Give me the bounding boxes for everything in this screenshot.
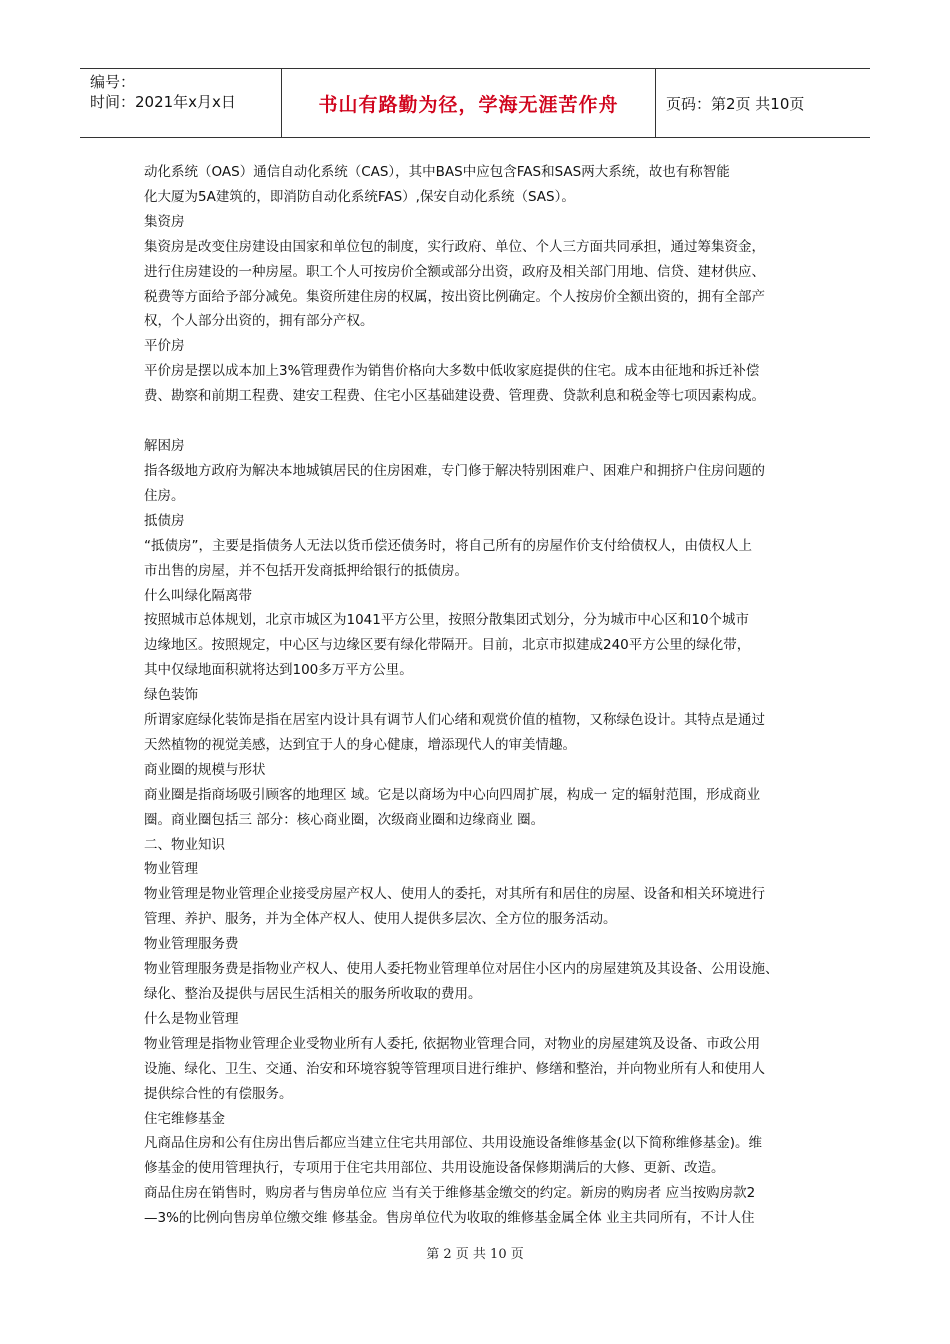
text-line: 设施、绿化、卫生、交通、治安和环境容貌等管理项目进行维护、修缮和整治，并向物业所有人和使用人 [144, 1060, 765, 1077]
header-number-label: 编号： [90, 73, 136, 91]
text-line: 集资房是改变住房建设由国家和单位包的制度，实行政府、单位、个人三方面共同承担，通过筹集资金， [144, 238, 765, 255]
text-line: 二、物业知识 [144, 836, 225, 853]
text-line: 权，个人部分出资的，拥有部分产权。 [144, 313, 374, 330]
text-line: 边缘地区。按照规定，中心区与边缘区要有绿化带隔开。目前，北京市拟建成240平方公里的绿化带， [144, 637, 751, 654]
text-line: 管理、养护、服务，并为全体产权人、使用人提供多层次、全方位的服务活动。 [144, 911, 617, 928]
text-line: 动化系统（OAS）通信自动化系统（CAS），其中BAS中应包含FAS和SAS两大系统，故也有称智能 [144, 164, 730, 180]
text-line: 物业管理是指物业管理企业受物业所有人委托, 依据物业管理合同，对物业的房屋建筑及设备、市政公用 [144, 1035, 761, 1052]
text-line: 凡商品住房和公有住房出售后都应当建立住宅共用部位、共用设施设备维修基金(以下简称维修基金)。维 [144, 1135, 763, 1152]
text-line: 物业管理服务费是指物业产权人、使用人委托物业管理单位对居住小区内的房屋建筑及其设备、公用设施、 [144, 961, 779, 978]
text-line: 物业管理服务费 [144, 936, 239, 953]
page-footer: 第 2 页 共 10 页 [426, 1247, 524, 1262]
text-line: 平价房是摆以成本加上3%管理费作为销售价格向大多数中低收家庭提供的住宅。成本由征地和拆迁补偿 [144, 363, 760, 380]
text-line: 什么是物业管理 [144, 1010, 239, 1027]
document-body [144, 160, 824, 1231]
text-line: 税费等方面给予部分减免。集资所建住房的权属，按出资比例确定。个人按房价全额出资的，拥有全部产 [144, 288, 765, 305]
text-line: 商业圈的规模与形状 [144, 761, 266, 778]
text-line: 绿化、整治及提供与居民生活相关的服务所收取的费用。 [144, 986, 482, 1002]
text-line: 修基金的使用管理执行，专项用于住宅共用部位、共用设施设备保修期满后的大修、更新、改造。 [144, 1160, 725, 1177]
text-line: 化大厦为5A建筑的，即消防自动化系统FAS）,保安自动化系统（SAS）。 [144, 188, 575, 205]
text-line: 解困房 [144, 438, 185, 455]
text-line: 什么叫绿化隔离带 [144, 587, 252, 604]
header-date-label: 时间：2021年x月x日 [90, 93, 236, 111]
text-line: 其中仅绿地面积就将达到100多万平方公里。 [144, 662, 413, 679]
text-line: 费、勘察和前期工程费、建安工程费、住宅小区基础建设费、管理费、贷款利息和税金等七项因素构成。 [144, 388, 765, 405]
page-header [80, 68, 870, 138]
text-line: 所谓家庭绿化装饰是指在居室内设计具有调节人们心绪和观赏价值的植物，又称绿色设计。其特点是通过 [144, 712, 765, 729]
text-line: 绿色装饰 [144, 687, 198, 704]
text-line: “抵债房”，主要是指债务人无法以货币偿还债务时，将自己所有的房屋作价支付给债权人，由债权人上 [144, 537, 752, 554]
text-line: 提供综合性的有偿服务。 [144, 1085, 293, 1102]
text-line: 圈。商业圈包括三 部分：核心商业圈，次级商业圈和边缘商业 圈。 [144, 811, 545, 828]
header-motto: 书山有路勤为径，学海无涯苦作舟 [282, 69, 656, 137]
text-line: 商业圈是指商场吸引顾客的地理区 域。它是以商场为中心向四周扩展，构成一 定的辐射范围，形成商业 [144, 786, 761, 803]
text-line: 市出售的房屋，并不包括开发商抵押给银行的抵债房。 [144, 562, 468, 579]
text-line: 物业管理是物业管理企业接受房屋产权人、使用人的委托，对其所有和居住的房屋、设备和相关环境进行 [144, 886, 765, 903]
header-meta [80, 69, 282, 137]
text-line: 平价房 [144, 338, 185, 355]
text-line: 抵债房 [144, 512, 185, 529]
text-line: 住宅维修基金 [144, 1110, 225, 1127]
header-page-label: 页码：第2页 共10页 [666, 94, 805, 113]
text-line: 住房。 [144, 487, 185, 504]
text-line: 商品住房在销售时，购房者与售房单位应 当有关于维修基金缴交的约定。新房的购房者 应当按购房款2 [144, 1185, 756, 1202]
text-line: 物业管理 [144, 861, 198, 878]
text-line: 进行住房建设的一种房屋。职工个人可按房价全额或部分出资，政府及相关部门用地、信贷、建材供应、 [144, 263, 765, 280]
text-line: 天然植物的视觉美感，达到宜于人的身心健康，增添现代人的审美情趣。 [144, 736, 576, 753]
text-line: 集资房 [144, 213, 185, 230]
text-line: —3%的比例向售房单位缴交维 修基金。售房单位代为收取的维修基金属全体 业主共同所有，不计人住 [144, 1210, 755, 1227]
blank-line [144, 409, 824, 434]
text-line: 按照城市总体规划，北京市城区为1041平方公里，按照分散集团式划分，分为城市中心区和10个城市 [144, 612, 750, 629]
text-line: 指各级地方政府为解决本地城镇居民的住房困难，专门修于解决特别困难户、困难户和拥挤户住房问题的 [144, 462, 765, 479]
